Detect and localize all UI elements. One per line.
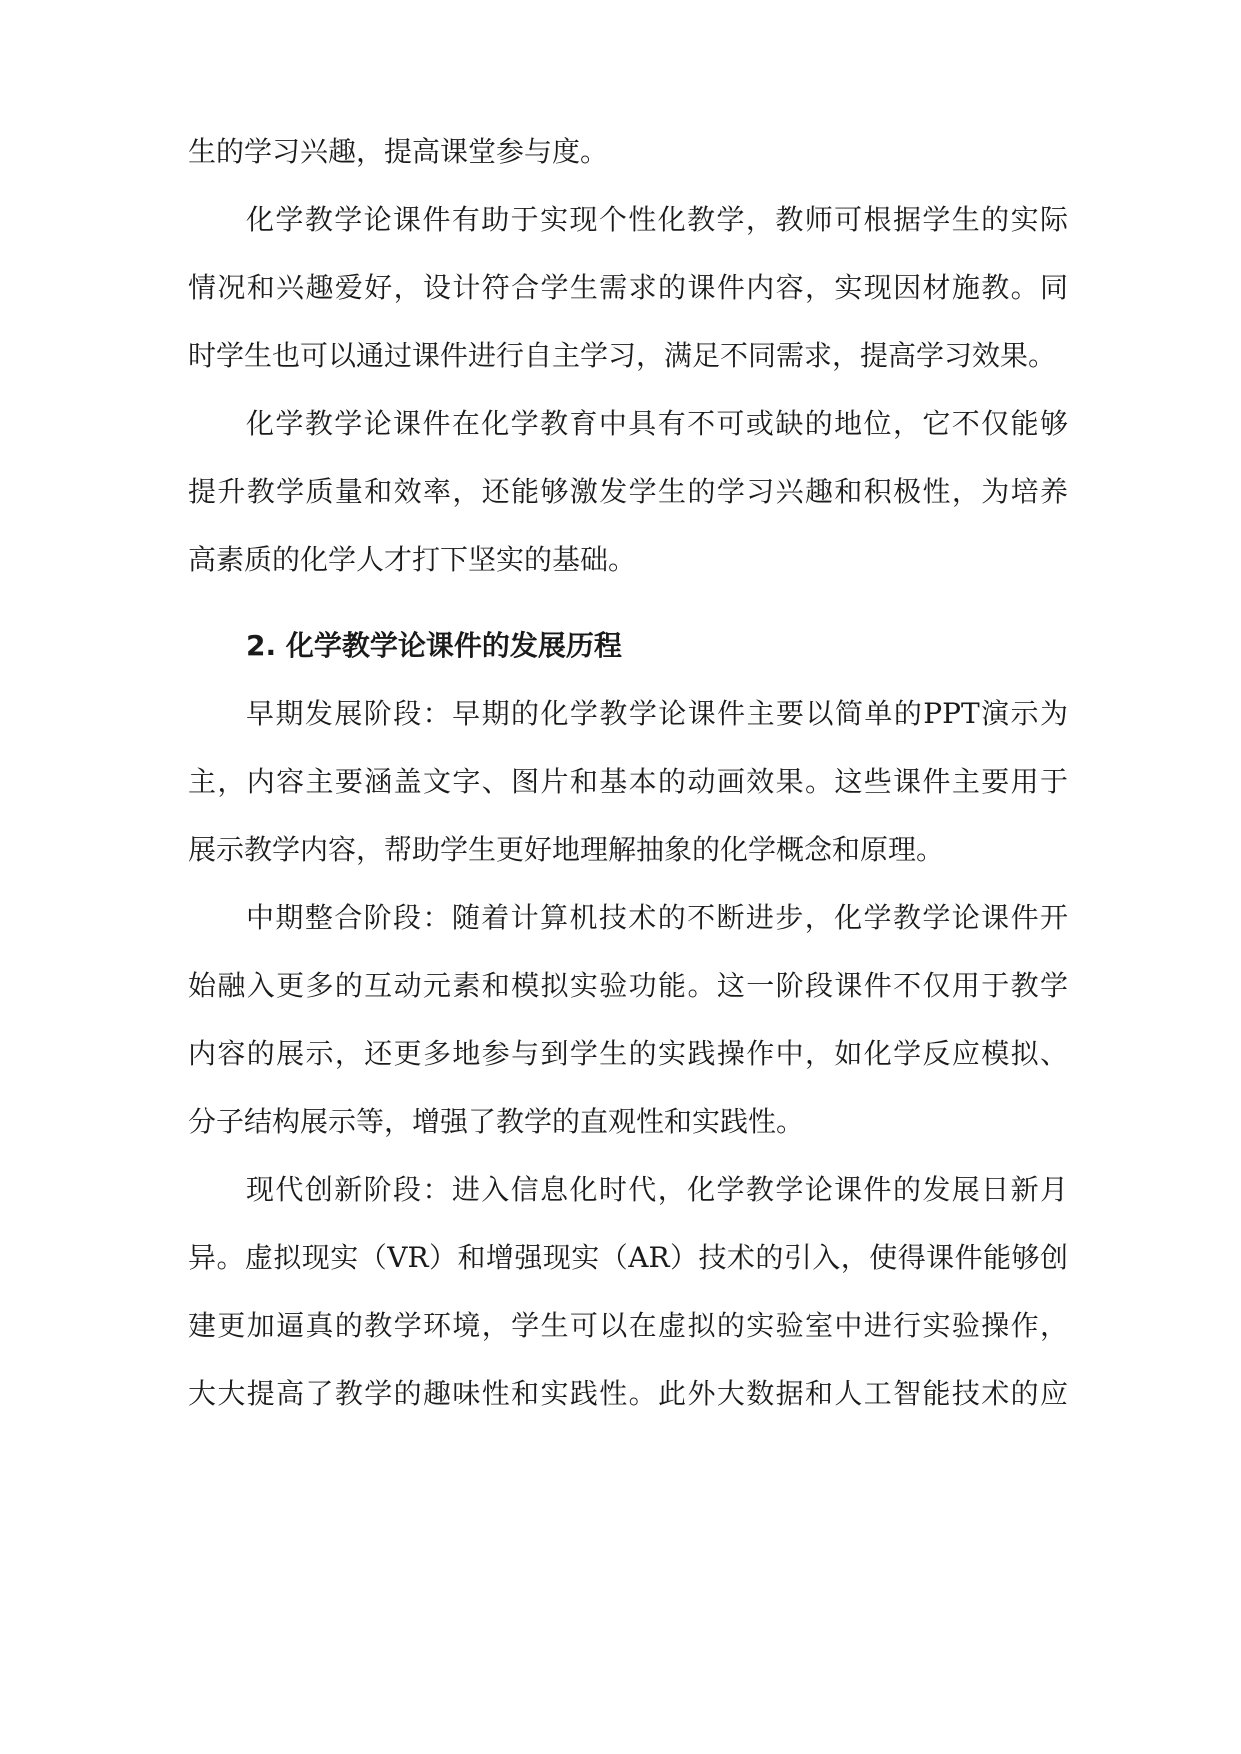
paragraph-3-line-2: 提升教学质量和效率，还能够激发学生的学习兴趣和积极性，为培养	[188, 475, 1068, 508]
paragraph-5-line-3: 展示教学内容，帮助学生更好地理解抽象的化学概念和原理。	[188, 833, 945, 866]
paragraph-1-line-1: 生的学习兴趣，提高课堂参与度。	[188, 135, 609, 168]
paragraph-6-line-1: 中期整合阶段：随着计算机技术的不断进步，化学教学论课件开	[246, 901, 1068, 934]
paragraph-2-line-2: 情况和兴趣爱好，设计符合学生需求的课件内容，实现因材施教。同	[188, 271, 1068, 304]
paragraph-5-line-2: 主，内容主要涵盖文字、图片和基本的动画效果。这些课件主要用于	[188, 765, 1068, 798]
paragraph-6-line-2: 始融入更多的互动元素和模拟实验功能。这一阶段课件不仅用于教学	[188, 969, 1068, 1002]
paragraph-7-line-2: 异。虚拟现实（VR）和增强现实（AR）技术的引入，使得课件能够创	[188, 1241, 1068, 1274]
paragraph-2-line-3: 时学生也可以通过课件进行自主学习，满足不同需求，提高学习效果。	[188, 339, 1057, 372]
paragraph-7-line-4: 大大提高了教学的趣味性和实践性。此外大数据和人工智能技术的应	[188, 1377, 1068, 1410]
paragraph-7-line-3: 建更加逼真的教学环境，学生可以在虚拟的实验室中进行实验操作，	[188, 1309, 1068, 1342]
paragraph-3-line-3: 高素质的化学人才打下坚实的基础。	[188, 543, 637, 576]
paragraph-6-line-3: 内容的展示，还更多地参与到学生的实践操作中，如化学反应模拟、	[188, 1037, 1068, 1070]
paragraph-2-line-1: 化学教学论课件有助于实现个性化教学，教师可根据学生的实际	[246, 203, 1068, 236]
paragraph-7-line-1: 现代创新阶段：进入信息化时代，化学教学论课件的发展日新月	[246, 1173, 1068, 1206]
section-heading: 2. 化学教学论课件的发展历程	[246, 629, 622, 662]
paragraph-3-line-1: 化学教学论课件在化学教育中具有不可或缺的地位，它不仅能够	[246, 407, 1068, 440]
paragraph-5-line-1: 早期发展阶段：早期的化学教学论课件主要以简单的PPT演示为	[246, 697, 1068, 730]
paragraph-6-line-4: 分子结构展示等，增强了教学的直观性和实践性。	[188, 1105, 805, 1138]
